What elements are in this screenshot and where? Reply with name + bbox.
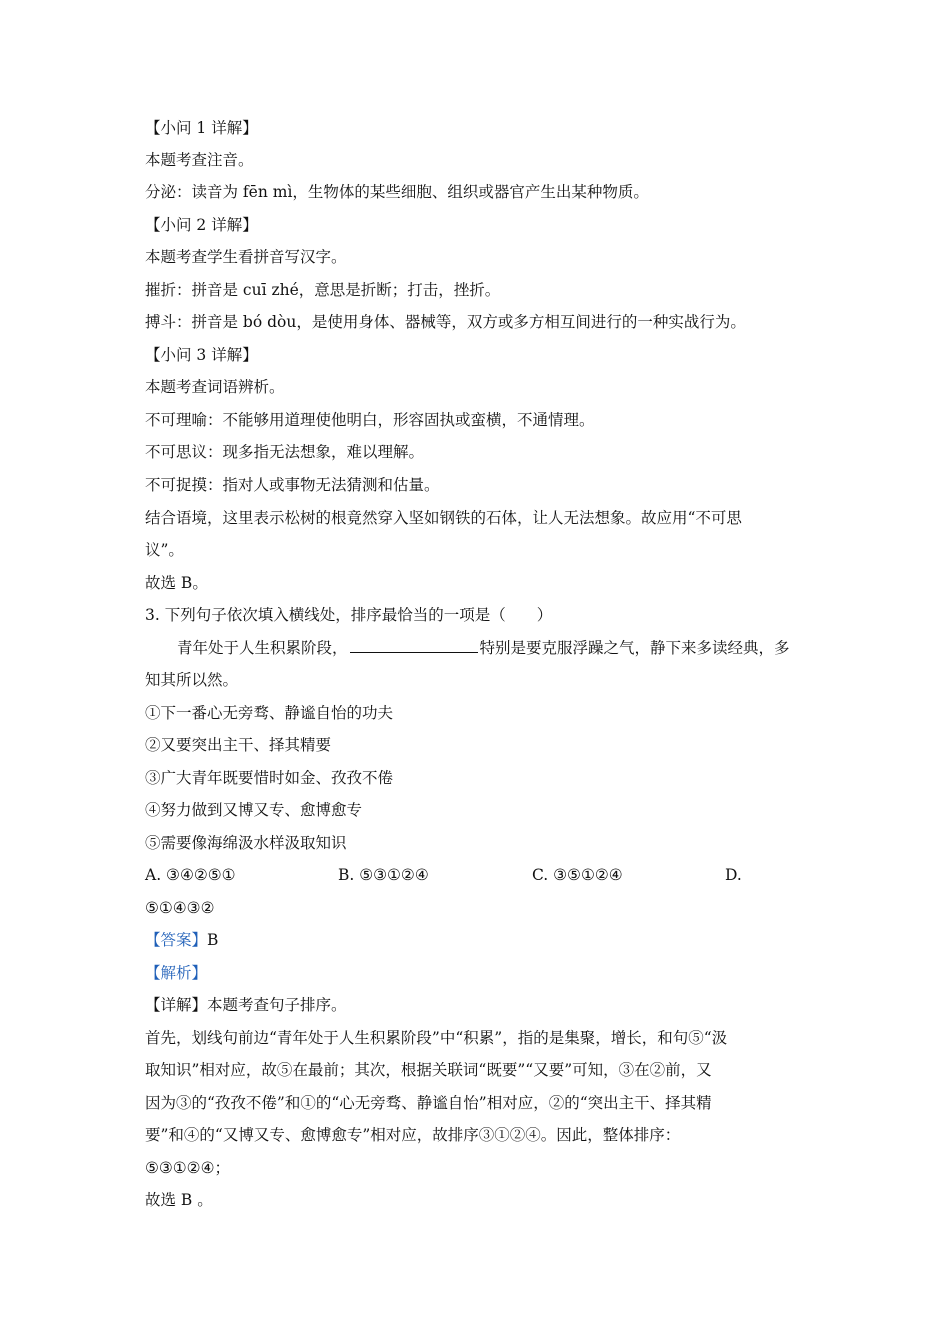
fill-in-blank-line (350, 638, 478, 653)
q3-line-1: 不可理喻：不能够用道理使他明白，形容固执或蛮横，不通情理。 (145, 411, 595, 429)
q1-intro: 本题考查注音。 (145, 151, 254, 169)
analysis-paragraph-4: 要”和④的“又博又专、愈博愈专”相对应，故排序③①②④。因此，整体排序： (145, 1126, 681, 1144)
passage-part-a: 青年处于人生积累阶段， (177, 639, 348, 657)
sentence-item-4: ④努力做到又博又专、愈博愈专 (145, 801, 363, 819)
q3-line-2: 不可思议：现多指无法想象，难以理解。 (145, 443, 425, 461)
question-3-stem: 3. 下列句子依次填入横线处，排序最恰当的一项是（ ） (145, 606, 553, 624)
passage-part-c: 知其所以然。 (145, 671, 239, 689)
analysis-paragraph-2: 取知识”相对应，故⑤在最前；其次，根据关联词“既要”“又要”可知，③在②前，又 (145, 1061, 712, 1079)
option-b: B. ⑤③①②④ (338, 866, 429, 884)
q2-intro: 本题考查学生看拼音写汉字。 (145, 248, 347, 266)
option-d-content: ⑤①④③② (145, 899, 215, 917)
analysis-paragraph-3: 因为③的“孜孜不倦”和①的“心无旁骛、静谧自怡”相对应，②的“突出主干、择其精 (145, 1094, 712, 1112)
q3-line-4b: 议”。 (145, 541, 184, 559)
sentence-item-1: ①下一番心无旁骛、静谧自怡的功夫 (145, 704, 394, 722)
analysis-label: 【解析】 (145, 964, 208, 982)
q3-line-4a: 结合语境，这里表示松树的根竟然穿入坚如钢铁的石体，让人无法想象。故应用“不可思 (145, 509, 742, 527)
q1-line-1: 分泌：读音为 fēn mì，生物体的某些细胞、组织或器官产生出某种物质。 (145, 183, 649, 201)
answer-value: B (207, 931, 219, 949)
analysis-detail: 【详解】本题考查句子排序。 (145, 996, 347, 1014)
q2-line-2: 搏斗：拼音是 bó dòu，是使用身体、器械等，双方或多方相互间进行的一种实战行为。 (145, 313, 746, 331)
sentence-item-2: ②又要突出主干、择其精要 (145, 736, 332, 754)
q3-line-3: 不可捉摸：指对人或事物无法猜测和估量。 (145, 476, 440, 494)
passage-part-b: 特别是要克服浮躁之气，静下来多读经典，多 (479, 639, 790, 657)
analysis-paragraph-1: 首先，划线句前边“青年处于人生积累阶段”中“积累”，指的是集聚，增长，和句⑤“汲 (145, 1029, 728, 1047)
analysis-conclusion: 故选 B 。 (145, 1191, 213, 1209)
q1-header: 【小问 1 详解】 (145, 119, 258, 137)
option-c: C. ③⑤①②④ (532, 866, 623, 884)
option-a: A. ③④②⑤① (145, 866, 236, 884)
q2-header: 【小问 2 详解】 (145, 216, 258, 234)
analysis-paragraph-5: ⑤③①②④； (145, 1159, 230, 1177)
q3-intro: 本题考查词语辨析。 (145, 378, 285, 396)
q2-line-1: 摧折：拼音是 cuī zhé，意思是折断；打击，挫折。 (145, 281, 501, 299)
question-3-passage (177, 637, 810, 659)
option-d: D. (725, 866, 742, 884)
answer-line (145, 929, 810, 951)
q3-header: 【小问 3 详解】 (145, 346, 258, 364)
sentence-item-5: ⑤需要像海绵汲水样汲取知识 (145, 834, 347, 852)
q3-conclusion: 故选 B。 (145, 574, 208, 592)
answer-label: 【答案】 (145, 931, 208, 949)
sentence-item-3: ③广大青年既要惜时如金、孜孜不倦 (145, 769, 394, 787)
